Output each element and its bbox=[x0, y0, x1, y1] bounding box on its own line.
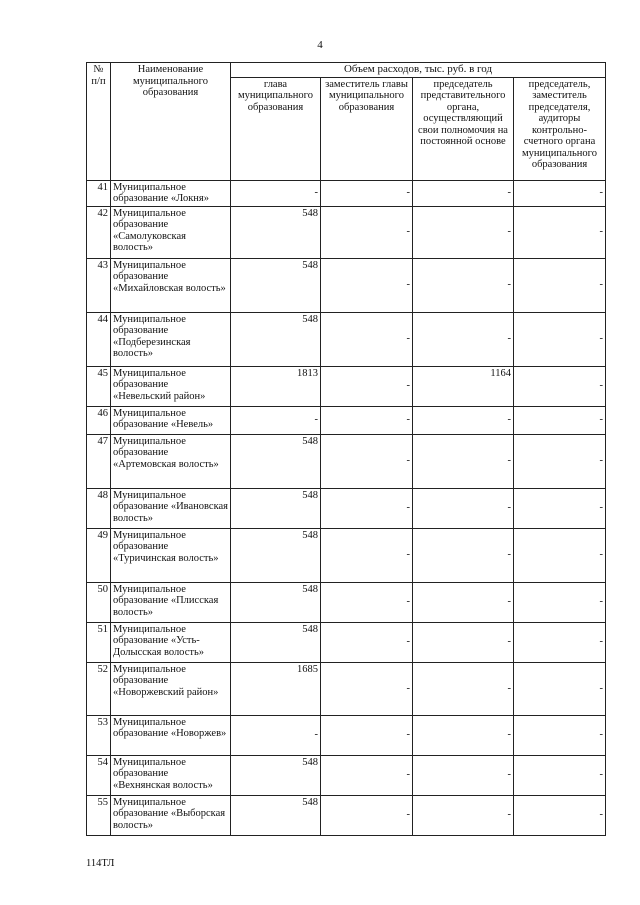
header-expenses-group: Объем расходов, тыс. руб. в год bbox=[231, 63, 606, 78]
head-expense: 548 bbox=[231, 622, 321, 662]
audit-expense: - bbox=[514, 582, 606, 622]
deputy-expense: - bbox=[321, 406, 413, 434]
head-expense: 548 bbox=[231, 795, 321, 835]
head-expense: - bbox=[231, 406, 321, 434]
municipality-name: Муниципальное образование «Новоржевский район» bbox=[111, 662, 231, 715]
audit-expense: - bbox=[514, 366, 606, 406]
audit-expense: - bbox=[514, 528, 606, 582]
chair-expense: - bbox=[413, 662, 514, 715]
row-number: 53 bbox=[87, 715, 111, 755]
head-expense: 548 bbox=[231, 312, 321, 366]
row-number: 45 bbox=[87, 366, 111, 406]
row-number: 51 bbox=[87, 622, 111, 662]
head-expense: 548 bbox=[231, 488, 321, 528]
header-municipality-name: Наименование муниципального образования bbox=[111, 63, 231, 181]
audit-expense: - bbox=[514, 258, 606, 312]
audit-expense: - bbox=[514, 488, 606, 528]
deputy-expense: - bbox=[321, 662, 413, 715]
row-number: 42 bbox=[87, 206, 111, 258]
audit-expense: - bbox=[514, 715, 606, 755]
row-number: 47 bbox=[87, 434, 111, 488]
header-audit-chamber: председатель, заместитель председателя, аудиторы контрольно-счетного органа муниципального образования bbox=[514, 77, 606, 180]
chair-expense: - bbox=[413, 488, 514, 528]
deputy-expense: - bbox=[321, 206, 413, 258]
deputy-expense: - bbox=[321, 180, 413, 206]
chair-expense: - bbox=[413, 258, 514, 312]
municipality-name: Муниципальное образование «Невельский район» bbox=[111, 366, 231, 406]
table-row bbox=[87, 528, 606, 582]
row-number: 54 bbox=[87, 755, 111, 795]
table-row bbox=[87, 206, 606, 258]
audit-expense: - bbox=[514, 434, 606, 488]
audit-expense: - bbox=[514, 622, 606, 662]
municipality-name: Муниципальное образование «Подберезинская волость» bbox=[111, 312, 231, 366]
municipality-name: Муниципальное образование «Михайловская волость» bbox=[111, 258, 231, 312]
audit-expense: - bbox=[514, 795, 606, 835]
audit-expense: - bbox=[514, 206, 606, 258]
deputy-expense: - bbox=[321, 366, 413, 406]
deputy-expense: - bbox=[321, 528, 413, 582]
municipality-name: Муниципальное образование «Невель» bbox=[111, 406, 231, 434]
municipality-name: Муниципальное образование «Вехнянская волость» bbox=[111, 755, 231, 795]
deputy-expense: - bbox=[321, 434, 413, 488]
municipality-name: Муниципальное образование «Самолуковская волость» bbox=[111, 206, 231, 258]
head-expense: 548 bbox=[231, 258, 321, 312]
row-number: 46 bbox=[87, 406, 111, 434]
chair-expense: - bbox=[413, 528, 514, 582]
table-row bbox=[87, 488, 606, 528]
municipality-name: Муниципальное образование «Туричинская волость» bbox=[111, 528, 231, 582]
table-row bbox=[87, 312, 606, 366]
head-expense: 1685 bbox=[231, 662, 321, 715]
deputy-expense: - bbox=[321, 312, 413, 366]
chair-expense: - bbox=[413, 755, 514, 795]
page-number: 4 bbox=[317, 39, 323, 51]
audit-expense: - bbox=[514, 180, 606, 206]
row-number: 55 bbox=[87, 795, 111, 835]
head-expense: 1813 bbox=[231, 366, 321, 406]
chair-expense: 1164 bbox=[413, 366, 514, 406]
header-deputy-head: заместитель главы муниципального образования bbox=[321, 77, 413, 180]
chair-expense: - bbox=[413, 622, 514, 662]
deputy-expense: - bbox=[321, 715, 413, 755]
row-number: 48 bbox=[87, 488, 111, 528]
chair-expense: - bbox=[413, 180, 514, 206]
header-council-chair: председатель представительного органа, осуществляющий свои полномочия на постоянной основе bbox=[413, 77, 514, 180]
audit-expense: - bbox=[514, 312, 606, 366]
footer-code: 114ТЛ bbox=[86, 858, 115, 869]
chair-expense: - bbox=[413, 206, 514, 258]
chair-expense: - bbox=[413, 434, 514, 488]
deputy-expense: - bbox=[321, 582, 413, 622]
deputy-expense: - bbox=[321, 258, 413, 312]
header-row-number: № п/п bbox=[87, 63, 111, 181]
chair-expense: - bbox=[413, 582, 514, 622]
row-number: 49 bbox=[87, 528, 111, 582]
deputy-expense: - bbox=[321, 622, 413, 662]
table-row bbox=[87, 366, 606, 406]
deputy-expense: - bbox=[321, 795, 413, 835]
head-expense: 548 bbox=[231, 528, 321, 582]
header-head: глава муниципального образования bbox=[231, 77, 321, 180]
expenses-table bbox=[86, 62, 606, 836]
audit-expense: - bbox=[514, 662, 606, 715]
head-expense: - bbox=[231, 180, 321, 206]
row-number: 43 bbox=[87, 258, 111, 312]
municipality-name: Муниципальное образование «Усть-Долысская волость» bbox=[111, 622, 231, 662]
chair-expense: - bbox=[413, 795, 514, 835]
municipality-name: Муниципальное образование «Выборская волость» bbox=[111, 795, 231, 835]
head-expense: 548 bbox=[231, 755, 321, 795]
head-expense: 548 bbox=[231, 434, 321, 488]
table-row bbox=[87, 180, 606, 206]
table-row bbox=[87, 406, 606, 434]
municipality-name: Муниципальное образование «Локня» bbox=[111, 180, 231, 206]
head-expense: - bbox=[231, 715, 321, 755]
head-expense: 548 bbox=[231, 582, 321, 622]
table-row bbox=[87, 715, 606, 755]
audit-expense: - bbox=[514, 755, 606, 795]
deputy-expense: - bbox=[321, 488, 413, 528]
table-row bbox=[87, 755, 606, 795]
row-number: 41 bbox=[87, 180, 111, 206]
municipality-name: Муниципальное образование «Плисская волость» bbox=[111, 582, 231, 622]
chair-expense: - bbox=[413, 406, 514, 434]
table-row bbox=[87, 622, 606, 662]
audit-expense: - bbox=[514, 406, 606, 434]
table-row bbox=[87, 434, 606, 488]
row-number: 50 bbox=[87, 582, 111, 622]
table-row bbox=[87, 795, 606, 835]
deputy-expense: - bbox=[321, 755, 413, 795]
table-row bbox=[87, 258, 606, 312]
table-row bbox=[87, 582, 606, 622]
municipality-name: Муниципальное образование «Ивановская волость» bbox=[111, 488, 231, 528]
head-expense: 548 bbox=[231, 206, 321, 258]
row-number: 52 bbox=[87, 662, 111, 715]
municipality-name: Муниципальное образование «Артемовская волость» bbox=[111, 434, 231, 488]
municipality-name: Муниципальное образование «Новоржев» bbox=[111, 715, 231, 755]
table-row bbox=[87, 662, 606, 715]
chair-expense: - bbox=[413, 715, 514, 755]
chair-expense: - bbox=[413, 312, 514, 366]
row-number: 44 bbox=[87, 312, 111, 366]
